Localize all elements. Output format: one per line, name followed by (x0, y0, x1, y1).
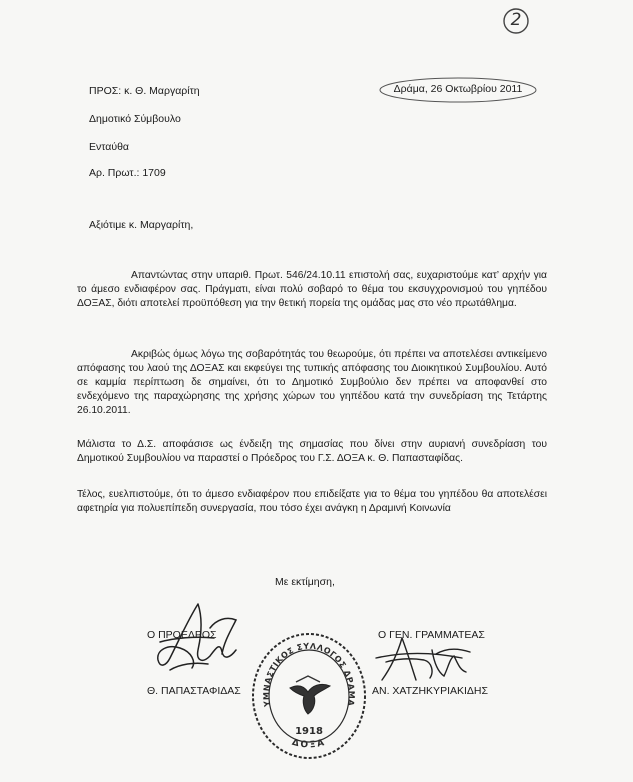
svg-text:ΓΥΜΝΑΣΤΙΚΟΣ ΣΥΛΛΟΓΟΣ ΔΡΑΜΑΣ (250, 630, 356, 708)
club-stamp (250, 630, 368, 760)
secretary-name: ΑΝ. ΧΑΤΖΗΚΥΡΙΑΚΙΔΗΣ (372, 685, 488, 697)
date-block (378, 76, 538, 104)
protocol-number: Αρ. Πρωτ.: 1709 (89, 167, 166, 179)
handwritten-page-number (502, 6, 530, 34)
paragraph-4: Τέλος, ευελπιστούμε, ότι το άμεσο ενδιαφέρον που επιδείξατε για το θέμα του γηπέδου θα αποτελέσει αφετηρία για πολυεπίπεδη συνεργασία, που τόσο έχει ανάγκη η Δραμινή Κοινωνία (77, 489, 547, 514)
date-text: Δράμα, 26 Οκτωβρίου 2011 (393, 83, 523, 95)
greeting: Αξιότιμε κ. Μαργαρίτη, (89, 219, 194, 231)
recipient-role: Δημοτικό Σύμβουλο (89, 113, 181, 125)
recipient-to: ΠΡΟΣ: κ. Θ. Μαργαρίτη (89, 85, 200, 97)
paragraph-3: Μάλιστα το Δ.Σ. αποφάσισε ως ένδειξη της σημασίας που δίνει στην αυριανή συνεδρίαση του Δημοτικού Συμβουλίου να παραστεί ο Πρόεδρος του Γ.Σ. ΔΟΞΑ κ. Θ. Παπασταφίδας. (77, 439, 547, 464)
page-number-text: 2 (510, 10, 522, 30)
secretary-title: Ο ΓΕΝ. ΓΡΑΜΜΑΤΕΑΣ (378, 629, 485, 641)
paragraph-1: Απαντώντας στην υπαριθ. Πρωτ. 546/24.10.11 επιστολή σας, ευχαριστούμε κατ’ αρχήν για το άμεσο ενδιαφέρον σας. Πράγματι, είναι πολύ σοβαρό το θέμα του εκσυγχρονισμού του γηπέδου ΔΟΞΑΣ, διότι αποτελεί προϋπόθεση για την θετική πορεία της ομάδας μας στο νέο πρωτάθλημα. (77, 270, 547, 309)
president-title: Ο ΠΡΟΕΔΡΟΣ (147, 629, 217, 641)
president-signature-icon (140, 598, 250, 678)
paragraph-2: Ακριβώς όμως λόγω της σοβαρότητάς του θεωρούμε, ότι πρέπει να αποτελέσει αντικείμενο απόφασης του λαού της ΔΟΞΑΣ και εκφεύγει της τυπικής απόφασης του Διοικητικού Συμβουλίου. Αυτό σε καμμία περίπτωση δε σημαίνει, ότι το Δημοτικό Συμβούλιο δεν πρέπει να αποφανθεί στο ενδεχόμενο της παραχώρησης της χρήσης χώρων του γηπέδου κατά την συνεδρίαση της Τετάρτης 26.10.2011. (77, 349, 547, 416)
recipient-location: Ενταύθα (89, 141, 129, 153)
secretary-signature-icon (372, 628, 482, 688)
closing: Με εκτίμηση, (275, 576, 335, 588)
stamp-seal-icon (250, 630, 368, 760)
stamp-bottom-text: ΔΟΞΑ (290, 737, 328, 751)
president-name: Θ. ΠΑΠΑΣΤΑΦΙΔΑΣ (147, 685, 241, 697)
stamp-ring-text: ΥΜΝΑΣΤΙΚΟΣ ΣΥΛΛΟΓΟΣ ΔΡΑΜΑ (261, 641, 357, 708)
stamp-year: 1918 (295, 726, 323, 737)
svg-text:ΔΟΞΑ (291, 738, 327, 751)
